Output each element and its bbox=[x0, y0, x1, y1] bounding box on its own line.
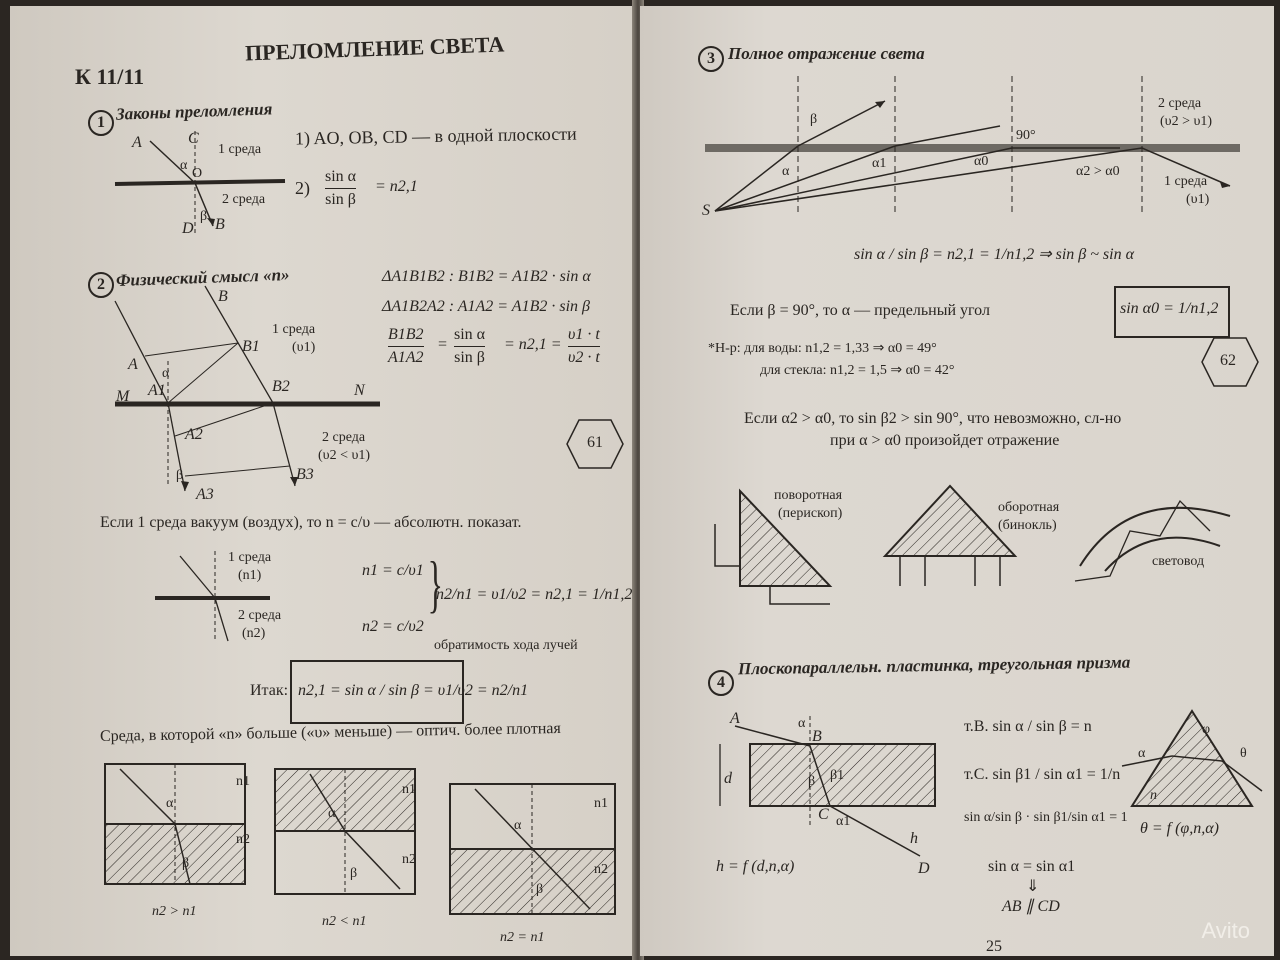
s3-v2: (υ2 > υ1) bbox=[1160, 114, 1213, 129]
density-line: Среда, в которой «n» больше («υ» меньше) — оптич. более плотная bbox=[99, 719, 561, 746]
law-2-fraction bbox=[325, 166, 356, 211]
section-4-title: Плоскопараллельн. пластинка, треугольная призма bbox=[737, 652, 1131, 679]
s3-limit-line: Если β = 90°, то α — предельный угол bbox=[730, 302, 990, 319]
rev-n2-eq: n2 = c/υ2 bbox=[362, 618, 424, 635]
s2-point-B3: B3 bbox=[296, 466, 314, 483]
s3-equation: sin α / sin β = n2,1 = 1/n1,2 ⇒ sin β ~ sin α bbox=[854, 246, 1134, 263]
section-2-title: Физический смысл «n» bbox=[115, 264, 290, 291]
s2-eq3-right-num: υ1 · t bbox=[568, 324, 600, 347]
s2-v1: (υ1) bbox=[292, 340, 316, 355]
s2-angle-beta: β bbox=[176, 468, 184, 483]
prism-2-use: (бинокль) bbox=[998, 518, 1057, 533]
s3-example-water: *Н-р: для воды: n1,2 = 1,33 ⇒ α0 = 49° bbox=[708, 341, 937, 356]
theta-formula: θ = f (φ,n,α) bbox=[1140, 820, 1220, 837]
s3-alpha: α bbox=[782, 164, 790, 179]
s2-eq3-middle-den: sin β bbox=[454, 349, 485, 366]
s2-eq3-left-den: A1A2 bbox=[388, 349, 424, 366]
watermark: Avito bbox=[1201, 918, 1250, 943]
case2-caption: n2 < n1 bbox=[322, 914, 367, 929]
s2-eq3-middle bbox=[454, 324, 485, 369]
s2-eq3-mid: = n2,1 = bbox=[504, 336, 562, 353]
s4-point-B: B bbox=[812, 728, 822, 745]
s2-point-A3: A3 bbox=[196, 486, 214, 503]
s2-eq3-right-den: υ2 · t bbox=[568, 349, 600, 366]
prism-alpha: α bbox=[1138, 746, 1146, 761]
s3-conclusion-2: при α > α0 произойдет отражение bbox=[830, 432, 1060, 449]
s3-example-glass: для стекла: n1,2 = 1,5 ⇒ α0 = 42° bbox=[760, 363, 955, 378]
law-1: 1) AO, OB, CD — в одной плоскости bbox=[294, 123, 577, 149]
summary-label: Итак: bbox=[250, 682, 289, 699]
s3-compare: α2 > α0 bbox=[1076, 164, 1120, 179]
case1-beta: β bbox=[182, 856, 190, 871]
s2-medium-1: 1 среда bbox=[272, 322, 316, 337]
case2-beta: β bbox=[350, 866, 358, 881]
law-2-numerator: sin α bbox=[325, 166, 356, 189]
s4-sin-equal: sin α = sin α1 bbox=[988, 858, 1076, 875]
s3-conclusion-1: Если α2 > α0, то sin β2 > sin 90°, что невозможно, сл-но bbox=[744, 410, 1122, 427]
case2-n1: n1 bbox=[402, 782, 416, 797]
s2-point-A: A bbox=[128, 356, 138, 373]
case2-n2: n2 bbox=[402, 852, 416, 867]
summary-formula: n2,1 = sin α / sin β = υ1/υ2 = n2/n1 bbox=[298, 682, 529, 699]
case1-caption: n2 > n1 bbox=[152, 904, 197, 919]
law-2-label: 2) bbox=[295, 178, 310, 198]
s4-point-A: A bbox=[730, 710, 740, 727]
rev-note: обратимость хода лучей bbox=[434, 638, 578, 653]
s4-label-d: d bbox=[724, 770, 732, 787]
lesson-code: К 11/11 bbox=[75, 64, 145, 89]
s4-point-D: D bbox=[918, 860, 930, 877]
s3-limit-formula: sin α0 = 1/n1,2 bbox=[1120, 300, 1219, 317]
prism-2-name: оборотная bbox=[998, 500, 1060, 515]
rev-ratio: n2/n1 = υ1/υ2 = n2,1 = 1/n1,2 bbox=[436, 586, 633, 603]
prism-n: n bbox=[1150, 788, 1157, 803]
case3-n2: n2 bbox=[594, 862, 608, 877]
s4-alpha: α bbox=[798, 716, 806, 731]
s1-point-A: A bbox=[132, 134, 142, 151]
case1-n2: n2 bbox=[236, 832, 250, 847]
s3-v1: (υ1) bbox=[1186, 192, 1210, 207]
law-2-denominator: sin β bbox=[325, 191, 356, 208]
s3-alpha1: α1 bbox=[872, 156, 887, 171]
prism-theta: θ bbox=[1240, 746, 1247, 761]
s2-point-B: B bbox=[218, 288, 228, 305]
s1-medium-1: 1 среда bbox=[218, 142, 262, 157]
section-3-number: 3 bbox=[698, 46, 724, 72]
s2-eq-2: ΔA1B2A2 : A1A2 = A1B2 · sin β bbox=[382, 298, 590, 315]
s2-point-A1: A1 bbox=[148, 382, 166, 399]
vacuum-line: Если 1 среда вакуум (воздух), то n = c/υ — абсолютн. показат. bbox=[100, 514, 522, 531]
s1-point-O: O bbox=[192, 166, 203, 181]
rev-n2: (n2) bbox=[242, 626, 266, 641]
s2-eq3-left bbox=[388, 324, 424, 369]
section-1-title: Законы преломления bbox=[115, 99, 273, 124]
page-title: ПРЕЛОМЛЕНИЕ СВЕТА bbox=[244, 31, 505, 66]
density-cases-diagram bbox=[100, 764, 620, 924]
s3-source-S: S bbox=[702, 202, 710, 219]
s2-eq3-middle-num: sin α bbox=[454, 324, 485, 347]
s2-eq3-left-num: B1B2 bbox=[388, 324, 424, 347]
s4-h-formula: h = f (d,n,α) bbox=[716, 858, 795, 875]
case1-alpha: α bbox=[166, 796, 174, 811]
s2-point-B1: B1 bbox=[242, 338, 260, 355]
s2-point-M: M bbox=[116, 388, 130, 405]
rev-n1: (n1) bbox=[238, 568, 262, 583]
s3-beta: β bbox=[810, 112, 818, 127]
fiber-label: световод bbox=[1152, 554, 1205, 569]
rev-n1-eq: n1 = c/υ1 bbox=[362, 562, 424, 579]
page-number: 25 bbox=[986, 938, 1002, 955]
badge-61: 61 bbox=[587, 434, 603, 451]
s4-point-C: C bbox=[818, 806, 829, 823]
s1-point-D: D bbox=[182, 220, 194, 237]
rev-medium-2: 2 среда bbox=[238, 608, 282, 623]
s2-v2: (υ2 < υ1) bbox=[318, 448, 371, 463]
s4-beta1: β1 bbox=[830, 768, 845, 783]
case3-beta: β bbox=[536, 882, 544, 897]
s2-point-A2: A2 bbox=[185, 426, 203, 443]
prism-1-use: (перископ) bbox=[778, 506, 843, 521]
s4-point-B-law: т.В. sin α / sin β = n bbox=[964, 718, 1092, 735]
s2-medium-2: 2 среда bbox=[322, 430, 366, 445]
s1-point-B: B bbox=[215, 216, 225, 233]
s4-beta: β bbox=[808, 774, 816, 789]
section-4-number: 4 bbox=[708, 670, 734, 696]
left-page: К 11/11 ПРЕЛОМЛЕНИЕ СВЕТА 1 Законы преломления A C O α β D B 1 среда 2 среда 1) AO, OB, CD — в одной плоскости 2) $\frac{\text{sin α}}{\text{sin β}}$ = n2,1 2 Физический смысл «n» B A B1 B2 M N A1 A2 A3 B3 α β 1 среда (υ1) 2 среда (υ2 < υ1) ΔA1B1B2 : B1B2 = A1B2 · sin α ΔA1B2A2 : A1A2 = A1B2 · sin β $\frac{B1B2}{A1A2}$ = $\frac{\text{sin α}}{\text{sin β}}$ = n2,1 = $\frac{\upsilon 1 \cdot t}{\upsilon 2 \cdot t}$ 61 Если 1 среда вакуум (воздух), то n = c/υ — абсолютн. показат. 1 среда (n1) 2 среда (n2) n1 = c/υ1 n2 = c/υ2 } n2/n1 = υ1/υ2 = n2,1 = 1/n1,2 обратимость хода лучей Итак: n2,1 = sin α / sin β = υ1/υ2 = n2/n1 Среда, в которой «n» больше («υ» меньше) — оптич. более плотная n1 n2 α β n2 > n1 n1 n2 α β n2 < n1 n1 n2 α β n2 = n1 bbox=[10, 6, 635, 956]
law-2-rhs: = n2,1 bbox=[375, 178, 418, 195]
section-1-number: 1 bbox=[88, 110, 114, 136]
section-2-number: 2 bbox=[88, 272, 114, 298]
s3-medium-2: 2 среда bbox=[1158, 96, 1202, 111]
s4-implies: ⇓ bbox=[1026, 878, 1040, 895]
section-3-title: Полное отражение света bbox=[728, 44, 925, 63]
s4-product: sin α/sin β · sin β1/sin α1 = 1 bbox=[964, 810, 1128, 825]
s3-alpha0: α0 bbox=[974, 154, 989, 169]
s2-eq-1: ΔA1B1B2 : B1B2 = A1B2 · sin α bbox=[382, 268, 591, 285]
prism-phi: φ bbox=[1202, 722, 1211, 737]
s2-point-B2: B2 bbox=[272, 378, 290, 395]
badge-62: 62 bbox=[1220, 352, 1236, 369]
case3-alpha: α bbox=[514, 818, 522, 833]
s1-medium-2: 2 среда bbox=[222, 192, 266, 207]
s4-point-C-law: т.С. sin β1 / sin α1 = 1/n bbox=[964, 766, 1121, 783]
s1-angle-beta: β bbox=[200, 209, 208, 224]
s2-point-N: N bbox=[354, 382, 365, 399]
prism-1-name: поворотная bbox=[774, 488, 843, 503]
s2-angle-alpha: α bbox=[162, 366, 170, 381]
s4-label-h: h bbox=[910, 830, 918, 847]
case1-n1: n1 bbox=[236, 774, 250, 789]
s2-eq3-right bbox=[568, 324, 600, 369]
case3-n1: n1 bbox=[594, 796, 608, 811]
s4-alpha1: α1 bbox=[836, 814, 851, 829]
rev-medium-1: 1 среда bbox=[228, 550, 272, 565]
s3-medium-1: 1 среда bbox=[1164, 174, 1208, 189]
right-page bbox=[640, 6, 1274, 956]
case2-alpha: α bbox=[328, 806, 336, 821]
s3-90deg: 90° bbox=[1016, 128, 1036, 143]
s4-parallel: AB ∥ CD bbox=[1002, 898, 1060, 915]
case3-caption: n2 = n1 bbox=[500, 930, 545, 945]
s1-angle-alpha: α bbox=[180, 158, 188, 173]
s1-point-C: C bbox=[188, 130, 199, 147]
